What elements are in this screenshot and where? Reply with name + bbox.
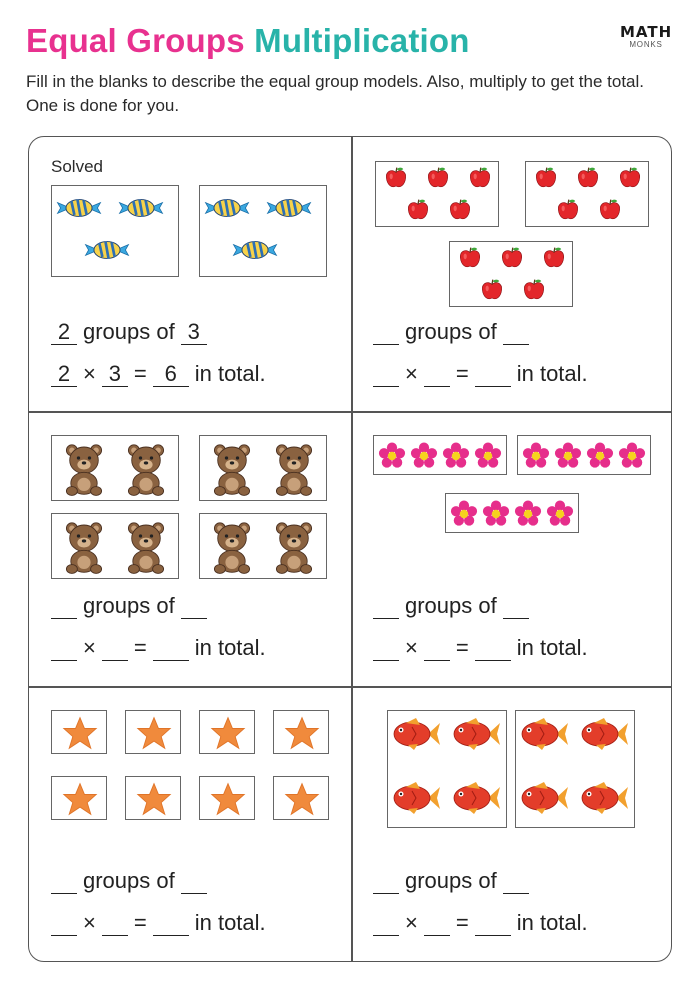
star-icon bbox=[126, 777, 182, 821]
total-blank[interactable] bbox=[475, 910, 511, 936]
times-sign: × bbox=[83, 361, 96, 386]
problem-3-cell bbox=[29, 411, 351, 686]
star-icon bbox=[274, 777, 330, 821]
star-icon bbox=[274, 711, 330, 755]
groups-of-line bbox=[373, 593, 529, 619]
per-group-blank[interactable] bbox=[503, 593, 529, 619]
bear-group-2 bbox=[199, 435, 327, 501]
equals-sign: = bbox=[133, 910, 147, 935]
groups-of-line bbox=[373, 868, 529, 894]
total-blank-filled: 6 bbox=[153, 361, 189, 387]
teddy-bear-icon-group bbox=[52, 436, 180, 502]
star-group-6 bbox=[125, 776, 181, 820]
factor-1-blank[interactable] bbox=[373, 361, 399, 387]
solved-label: Solved bbox=[51, 157, 103, 176]
flower-icon-group bbox=[374, 436, 508, 476]
problem-4-cell bbox=[351, 411, 672, 686]
star-group-7 bbox=[199, 776, 255, 820]
bear-group-4 bbox=[199, 513, 327, 579]
groups-of-line bbox=[51, 319, 207, 345]
total-blank[interactable] bbox=[475, 635, 511, 661]
total-blank[interactable] bbox=[475, 361, 511, 387]
equals-sign: = bbox=[133, 635, 147, 660]
multiplication-line bbox=[373, 361, 588, 387]
factor-1-blank[interactable] bbox=[51, 635, 77, 661]
groups-blank[interactable] bbox=[373, 868, 399, 894]
in-total-label: in total. bbox=[516, 635, 588, 660]
multiplication-line bbox=[51, 910, 266, 936]
flower-group-1 bbox=[373, 435, 507, 475]
factor-2-blank[interactable] bbox=[424, 910, 450, 936]
factor-1-blank-filled: 2 bbox=[51, 361, 77, 387]
factor-2-blank[interactable] bbox=[424, 361, 450, 387]
groups-of-line bbox=[51, 593, 207, 619]
star-icon bbox=[200, 777, 256, 821]
worksheet-grid bbox=[28, 136, 672, 962]
page-title bbox=[26, 22, 470, 60]
groups-of-label: groups of bbox=[83, 319, 175, 344]
title-part-equal-groups: Equal Groups bbox=[26, 22, 245, 59]
groups-blank[interactable] bbox=[51, 593, 77, 619]
groups-of-label: groups of bbox=[405, 593, 497, 618]
star-group-8 bbox=[273, 776, 329, 820]
equals-sign: = bbox=[455, 361, 469, 386]
apple-icon-group bbox=[376, 162, 500, 228]
problem-6-cell bbox=[351, 686, 672, 962]
groups-blank[interactable] bbox=[373, 593, 399, 619]
star-group-4 bbox=[273, 710, 329, 754]
times-sign: × bbox=[405, 635, 418, 660]
groups-of-line bbox=[51, 868, 207, 894]
flower-icon-group bbox=[518, 436, 652, 476]
star-icon bbox=[52, 777, 108, 821]
apple-icon-group bbox=[450, 242, 574, 308]
problem-1-cell bbox=[29, 137, 351, 411]
groups-blank[interactable] bbox=[51, 868, 77, 894]
multiplication-line bbox=[51, 361, 266, 387]
factor-1-blank[interactable] bbox=[373, 910, 399, 936]
groups-of-line bbox=[373, 319, 529, 345]
in-total-label: in total. bbox=[194, 635, 266, 660]
groups-of-label: groups of bbox=[83, 868, 175, 893]
times-sign: × bbox=[83, 635, 96, 660]
total-blank[interactable] bbox=[153, 635, 189, 661]
instructions-text: Fill in the blanks to describe the equal group models. Also, multiply to get the total. One is done for you. bbox=[26, 72, 645, 115]
factor-1-blank[interactable] bbox=[373, 635, 399, 661]
apple-icon-group bbox=[526, 162, 650, 228]
multiplication-line bbox=[373, 910, 588, 936]
factor-2-blank[interactable] bbox=[102, 635, 128, 661]
teddy-bear-icon-group bbox=[52, 514, 180, 580]
bear-group-1 bbox=[51, 435, 179, 501]
groups-blank[interactable] bbox=[373, 319, 399, 345]
apple-group-1 bbox=[375, 161, 499, 227]
factor-2-blank-filled: 3 bbox=[102, 361, 128, 387]
in-total-label: in total. bbox=[516, 361, 588, 386]
total-blank[interactable] bbox=[153, 910, 189, 936]
apple-group-2 bbox=[525, 161, 649, 227]
multiplication-line bbox=[51, 635, 266, 661]
candy-group-2 bbox=[199, 185, 327, 277]
star-icon bbox=[126, 711, 182, 755]
groups-blank-filled: 2 bbox=[51, 319, 77, 345]
factor-2-blank[interactable] bbox=[424, 635, 450, 661]
times-sign: × bbox=[405, 910, 418, 935]
title-part-multiplication: Multiplication bbox=[254, 22, 470, 59]
times-sign: × bbox=[405, 361, 418, 386]
groups-of-label: groups of bbox=[405, 319, 497, 344]
per-group-blank[interactable] bbox=[181, 593, 207, 619]
fish-icon-group bbox=[388, 711, 508, 829]
candy-icon-group bbox=[52, 186, 180, 278]
star-icon bbox=[200, 711, 256, 755]
factor-2-blank[interactable] bbox=[102, 910, 128, 936]
times-sign: × bbox=[83, 910, 96, 935]
per-group-blank[interactable] bbox=[503, 319, 529, 345]
equals-sign: = bbox=[133, 361, 147, 386]
groups-of-label: groups of bbox=[83, 593, 175, 618]
candy-group-1 bbox=[51, 185, 179, 277]
flower-icon-group bbox=[446, 494, 580, 534]
fish-icon-group bbox=[516, 711, 636, 829]
star-group-1 bbox=[51, 710, 107, 754]
logo-text-monks: MONKS bbox=[629, 40, 663, 49]
per-group-blank[interactable] bbox=[181, 868, 207, 894]
fish-group-1 bbox=[387, 710, 507, 828]
factor-1-blank[interactable] bbox=[51, 910, 77, 936]
in-total-label: in total. bbox=[516, 910, 588, 935]
multiplication-line bbox=[373, 635, 588, 661]
apple-group-3 bbox=[449, 241, 573, 307]
star-icon bbox=[52, 711, 108, 755]
star-group-2 bbox=[125, 710, 181, 754]
problem-2-cell bbox=[351, 137, 672, 411]
fish-group-2 bbox=[515, 710, 635, 828]
per-group-blank-filled: 3 bbox=[181, 319, 207, 345]
equals-sign: = bbox=[455, 910, 469, 935]
per-group-blank[interactable] bbox=[503, 868, 529, 894]
in-total-label: in total. bbox=[194, 361, 266, 386]
candy-icon-group bbox=[200, 186, 328, 278]
bear-group-3 bbox=[51, 513, 179, 579]
logo-text-math: MATH bbox=[620, 23, 673, 41]
flower-group-2 bbox=[517, 435, 651, 475]
math-monks-logo bbox=[620, 24, 672, 50]
teddy-bear-icon-group bbox=[200, 436, 328, 502]
equals-sign: = bbox=[455, 635, 469, 660]
problem-5-cell bbox=[29, 686, 351, 962]
teddy-bear-icon-group bbox=[200, 514, 328, 580]
star-group-3 bbox=[199, 710, 255, 754]
in-total-label: in total. bbox=[194, 910, 266, 935]
star-group-5 bbox=[51, 776, 107, 820]
flower-group-3 bbox=[445, 493, 579, 533]
groups-of-label: groups of bbox=[405, 868, 497, 893]
